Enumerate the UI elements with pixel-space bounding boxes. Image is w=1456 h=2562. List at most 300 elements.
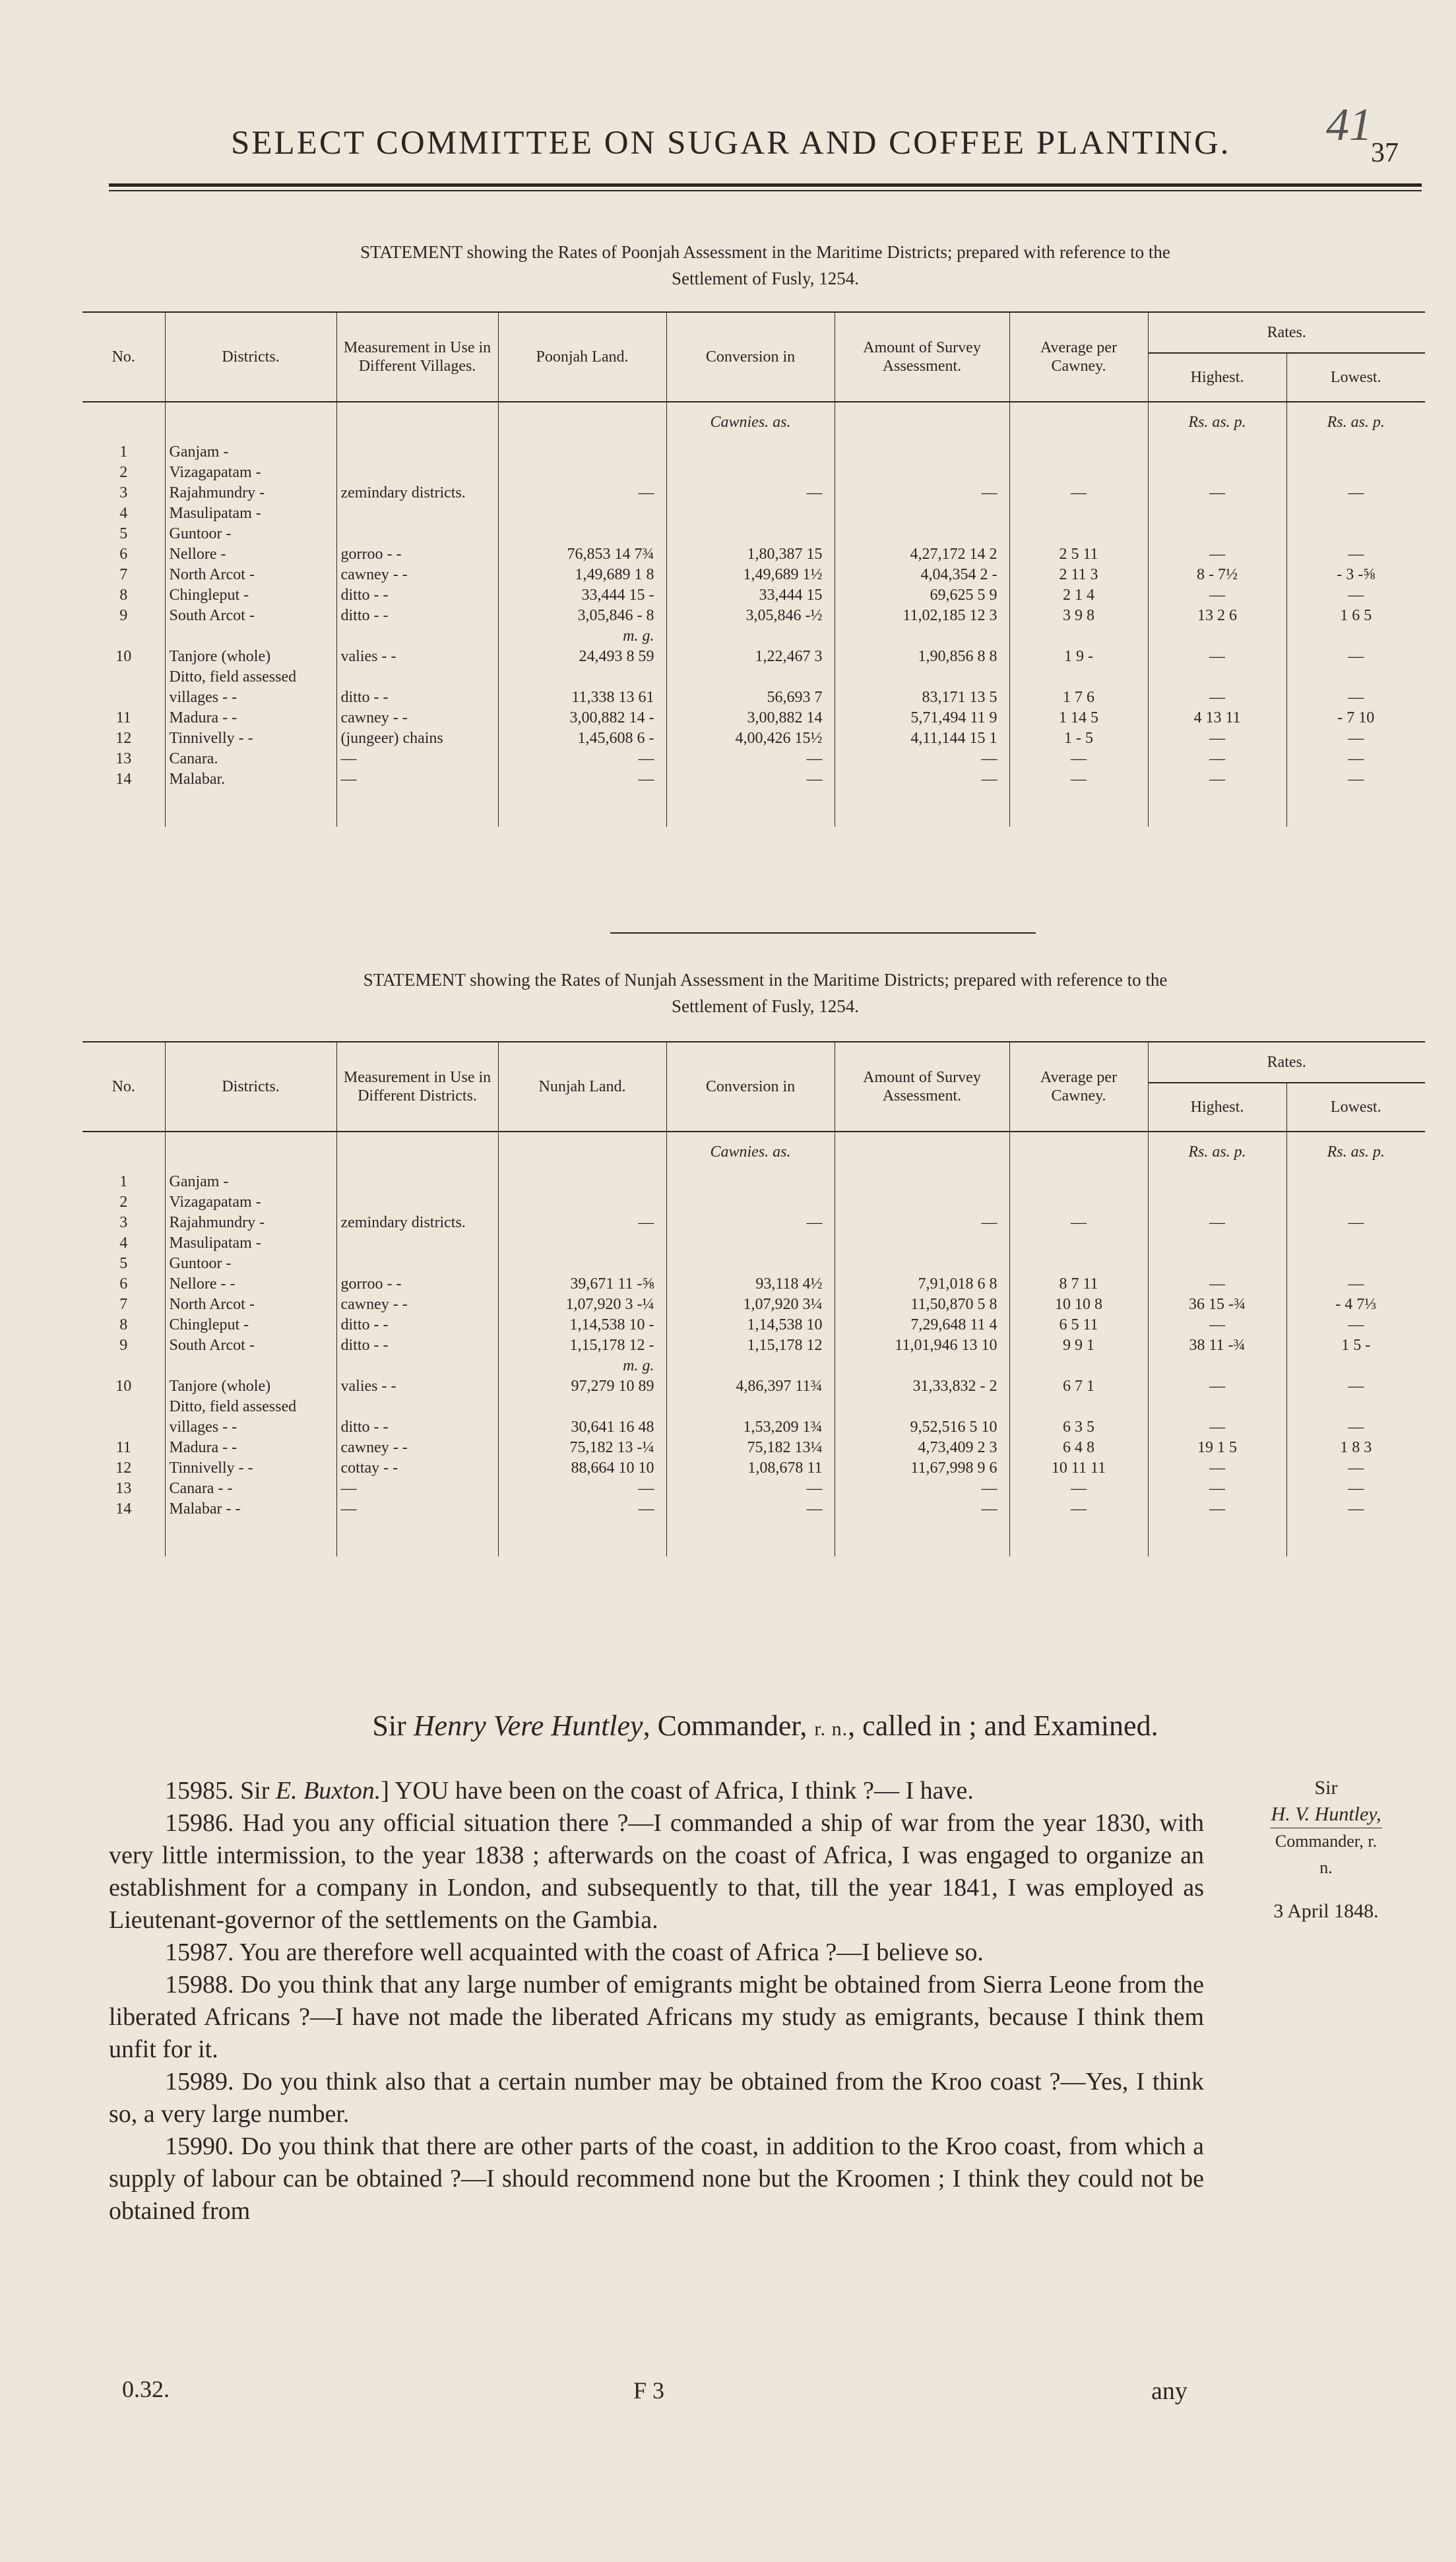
district-name: Vizagapatam - — [165, 463, 336, 483]
survey-assessment: — — [835, 769, 1009, 790]
survey-assessment: 4,73,409 2 3 — [835, 1438, 1009, 1458]
rate-lowest — [1286, 667, 1425, 688]
survey-assessment: 83,171 13 5 — [835, 688, 1009, 708]
land-area: 88,664 10 10 — [498, 1458, 666, 1479]
col-header-lowest: Lowest. — [1286, 1083, 1425, 1132]
rate-highest: — — [1148, 1274, 1286, 1295]
average-per-cawney: — — [1009, 1499, 1148, 1520]
survey-assessment — [835, 1356, 1009, 1376]
page-number: 37 — [1371, 138, 1399, 168]
conversion-value: 3,05,846 -½ — [666, 606, 835, 626]
survey-assessment: — — [835, 1499, 1009, 1520]
survey-assessment — [835, 626, 1009, 647]
conversion-value: 1,49,689 1½ — [666, 565, 835, 585]
survey-assessment — [835, 1192, 1009, 1213]
measurement-unit: valies - - — [336, 647, 498, 667]
question-text: Do you think that any large number of emigrants might be obtained from Sierra Leone from the liberated Africans ?—I have not made the liberated Africans my study as emigrants, because I think them unfit for it. — [109, 1971, 1204, 2063]
survey-assessment: 69,625 5 9 — [835, 585, 1009, 606]
survey-assessment: — — [835, 749, 1009, 769]
table-row — [82, 1438, 1425, 1458]
rate-lowest: — — [1286, 1458, 1425, 1479]
measurement-unit: ditto - - — [336, 1335, 498, 1356]
measurement-unit — [336, 463, 498, 483]
table-row — [82, 1315, 1425, 1335]
district-name: Tanjore (whole) — [165, 1376, 336, 1397]
rate-lowest — [1286, 524, 1425, 544]
average-per-cawney — [1009, 667, 1148, 688]
col-header-districts: Districts. — [165, 1042, 336, 1132]
land-area: 30,641 16 48 — [498, 1417, 666, 1438]
col-header-average: Average per Cawney. — [1009, 312, 1148, 402]
table-row — [82, 769, 1425, 790]
table1-caption-line2: Settlement of Fusly, 1254. — [672, 269, 859, 288]
rate-highest: — — [1148, 544, 1286, 565]
footer-catchword: any — [1151, 2377, 1187, 2405]
units-highest: Rs. as. p. — [1148, 1132, 1286, 1172]
district-name: villages - - — [165, 688, 336, 708]
land-area: 11,338 13 61 — [498, 688, 666, 708]
average-per-cawney: — — [1009, 749, 1148, 769]
rate-highest: — — [1148, 728, 1286, 749]
table-row — [82, 1417, 1425, 1438]
question-number: 15987. — [165, 1938, 234, 1966]
rate-highest — [1148, 1233, 1286, 1254]
col-header-conversion: Conversion in — [666, 1042, 835, 1132]
row-number — [82, 626, 165, 647]
footer-signature: 0.32. — [122, 2376, 170, 2402]
rate-lowest — [1286, 503, 1425, 524]
rate-highest: — — [1148, 688, 1286, 708]
conversion-value: 1,22,467 3 — [666, 647, 835, 667]
table2-caption-line1: STATEMENT showing the Rates of Nunjah Assessment in the Maritime Districts; prepared with reference to the — [363, 970, 1168, 990]
measurement-unit: cawney - - — [336, 1438, 498, 1458]
average-per-cawney: — — [1009, 769, 1148, 790]
table2-caption-line2: Settlement of Fusly, 1254. — [672, 996, 859, 1016]
units-row — [82, 1132, 1425, 1172]
average-per-cawney — [1009, 626, 1148, 647]
row-number: 8 — [119, 587, 128, 604]
table-footer-spacer — [82, 1520, 1425, 1556]
witness-prefix: Sir — [372, 1710, 406, 1742]
rate-highest: — — [1148, 749, 1286, 769]
district-name: Chingleput - — [165, 585, 336, 606]
rate-highest — [1148, 1254, 1286, 1274]
table-row — [82, 606, 1425, 626]
land-area: — — [498, 483, 666, 503]
table-row — [82, 1254, 1425, 1274]
conversion-value — [666, 524, 835, 544]
average-per-cawney: 2 5 11 — [1009, 544, 1148, 565]
average-per-cawney: 10 11 11 — [1009, 1458, 1148, 1479]
district-name — [165, 626, 336, 647]
survey-assessment: 11,67,998 9 6 — [835, 1458, 1009, 1479]
rate-lowest: - 7 10 — [1286, 708, 1425, 728]
land-area: m. g. — [498, 626, 666, 647]
rate-highest — [1148, 626, 1286, 647]
conversion-value: 56,693 7 — [666, 688, 835, 708]
rate-lowest — [1286, 1356, 1425, 1376]
conversion-value — [666, 463, 835, 483]
col-header-measurement: Measurement in Use in Different Villages. — [336, 312, 498, 402]
survey-assessment — [835, 1233, 1009, 1254]
survey-assessment — [835, 524, 1009, 544]
district-name: Tanjore (whole) — [165, 647, 336, 667]
average-per-cawney: 9 9 1 — [1009, 1335, 1148, 1356]
table1-caption-line1: STATEMENT showing the Rates of Poonjah Assessment in the Maritime Districts; prepared with reference to the — [360, 242, 1170, 262]
rate-highest — [1148, 1356, 1286, 1376]
conversion-value: — — [666, 769, 835, 790]
conversion-value: — — [666, 1213, 835, 1233]
col-header-no: No. — [82, 1042, 165, 1132]
rate-highest: 19 1 5 — [1148, 1438, 1286, 1458]
rate-lowest: — — [1286, 1274, 1425, 1295]
district-name: Vizagapatam - — [165, 1192, 336, 1213]
rate-highest — [1148, 524, 1286, 544]
question-lead: Sir — [234, 1777, 276, 1805]
table-row — [82, 544, 1425, 565]
row-number: 5 — [119, 1255, 128, 1272]
row-number: 7 — [119, 566, 128, 583]
measurement-unit — [336, 1192, 498, 1213]
rate-highest — [1148, 463, 1286, 483]
table-row — [82, 1499, 1425, 1520]
measurement-unit — [336, 524, 498, 544]
question-text: ] YOU have been on the coast of Africa, I think ?— I have. — [381, 1777, 974, 1805]
district-name: Canara - - — [165, 1479, 336, 1499]
rate-highest — [1148, 667, 1286, 688]
average-per-cawney: 1 9 - — [1009, 647, 1148, 667]
page-header-title: SELECT COMMITTEE ON SUGAR AND COFFEE PLANTING. — [231, 125, 1231, 162]
survey-assessment — [835, 1254, 1009, 1274]
question-text: Do you think also that a certain number may be obtained from the Kroo coast ?—Yes, I think so, a very large number. — [109, 2068, 1204, 2128]
rate-lowest: - 4 7⅓ — [1286, 1295, 1425, 1315]
rate-lowest: 1 5 - — [1286, 1335, 1425, 1356]
row-number: 2 — [119, 464, 128, 481]
land-area: 97,279 10 89 — [498, 1376, 666, 1397]
conversion-value: 1,07,920 3¼ — [666, 1295, 835, 1315]
witness-suffix-a: , Commander, — [643, 1710, 807, 1742]
witness-sidenote — [1224, 1775, 1428, 1925]
measurement-unit: — — [336, 1499, 498, 1520]
measurement-unit: valies - - — [336, 1376, 498, 1397]
measurement-unit: gorroo - - — [336, 1274, 498, 1295]
row-number: 10 — [115, 1378, 132, 1395]
land-area — [498, 1254, 666, 1274]
question-text: Had you any official situation there ?—I commanded a ship of war from the year 1830, with very little intermission, to the year 1838 ; afterwards on the coast of Africa, I was engaged to organize an establishment for a company in London, and subsequently to that, till the year 1841, I was employed as Lieutenant-governor of the settlements on the Gambia. — [109, 1809, 1204, 1934]
table-row — [82, 524, 1425, 544]
conversion-value — [666, 1356, 835, 1376]
testimony-paragraph — [109, 1775, 1204, 1807]
survey-assessment — [835, 1397, 1009, 1417]
district-name: Nellore - - — [165, 1274, 336, 1295]
land-area: 1,07,920 3 -¼ — [498, 1295, 666, 1315]
units-lowest: Rs. as. p. — [1286, 1132, 1425, 1172]
measurement-unit — [336, 667, 498, 688]
row-number: 3 — [119, 484, 128, 501]
district-name: Nellore - — [165, 544, 336, 565]
district-name: North Arcot - — [165, 565, 336, 585]
district-name: South Arcot - — [165, 606, 336, 626]
col-header-conversion: Conversion in — [666, 312, 835, 402]
survey-assessment: 11,50,870 5 8 — [835, 1295, 1009, 1315]
land-area — [498, 1192, 666, 1213]
col-header-districts: Districts. — [165, 312, 336, 402]
table-row — [82, 1274, 1425, 1295]
measurement-unit: cawney - - — [336, 565, 498, 585]
row-number: 1 — [119, 443, 128, 461]
units-conversion: Cawnies. as. — [666, 1132, 835, 1172]
conversion-value: 93,118 4½ — [666, 1274, 835, 1295]
district-name: Ditto, field assessed — [165, 1397, 336, 1417]
rate-highest: 13 2 6 — [1148, 606, 1286, 626]
measurement-unit: ditto - - — [336, 1417, 498, 1438]
district-name: Ganjam - — [165, 442, 336, 463]
rate-highest: — — [1148, 1458, 1286, 1479]
average-per-cawney — [1009, 1172, 1148, 1192]
district-name: Masulipatam - — [165, 503, 336, 524]
sidenote-line1: Sir — [1314, 1777, 1338, 1799]
land-area: — — [498, 1213, 666, 1233]
measurement-unit: — — [336, 1479, 498, 1499]
land-area: 39,671 11 -⅝ — [498, 1274, 666, 1295]
average-per-cawney — [1009, 1397, 1148, 1417]
district-name: Guntoor - — [165, 524, 336, 544]
col-header-rates: Rates. — [1148, 312, 1425, 353]
land-area: 1,49,689 1 8 — [498, 565, 666, 585]
testimony-paragraph — [109, 2130, 1204, 2227]
col-header-average: Average per Cawney. — [1009, 1042, 1148, 1132]
question-number: 15990. — [165, 2132, 234, 2160]
row-number: 13 — [115, 750, 132, 767]
row-number: 4 — [119, 505, 128, 522]
table-row — [82, 463, 1425, 483]
land-area: 24,493 8 59 — [498, 647, 666, 667]
average-per-cawney — [1009, 524, 1148, 544]
land-area — [498, 524, 666, 544]
sidenote-line2: H. V. Huntley, — [1271, 1803, 1381, 1825]
witness-heading — [109, 1709, 1422, 1743]
district-name: Ganjam - — [165, 1172, 336, 1192]
question-number: 15986. — [165, 1809, 234, 1837]
measurement-unit — [336, 503, 498, 524]
conversion-value: 1,08,678 11 — [666, 1458, 835, 1479]
row-number: 12 — [115, 730, 132, 747]
sidenote-date: 3 April 1848. — [1273, 1900, 1379, 1922]
testimony-paragraph — [109, 1969, 1204, 2066]
table-row — [82, 503, 1425, 524]
table2-caption — [109, 967, 1422, 1019]
col-header-highest: Highest. — [1148, 353, 1286, 402]
rate-lowest: — — [1286, 749, 1425, 769]
conversion-value — [666, 1172, 835, 1192]
testimony-paragraph — [109, 2066, 1204, 2130]
rate-highest: 8 - 7½ — [1148, 565, 1286, 585]
district-name: Guntoor - — [165, 1254, 336, 1274]
measurement-unit: ditto - - — [336, 585, 498, 606]
sidenote-line3: Commander, r. n. — [1270, 1828, 1382, 1881]
table-row — [82, 728, 1425, 749]
col-header-rates: Rates. — [1148, 1042, 1425, 1083]
table-row — [82, 1335, 1425, 1356]
table-row — [82, 585, 1425, 606]
conversion-value — [666, 503, 835, 524]
table-row — [82, 1479, 1425, 1499]
survey-assessment: 11,02,185 12 3 — [835, 606, 1009, 626]
conversion-value: — — [666, 483, 835, 503]
average-per-cawney: 1 7 6 — [1009, 688, 1148, 708]
average-per-cawney: 8 7 11 — [1009, 1274, 1148, 1295]
table-row — [82, 1376, 1425, 1397]
rate-highest: — — [1148, 1315, 1286, 1335]
survey-assessment — [835, 1172, 1009, 1192]
col-header-land: Poonjah Land. — [498, 312, 666, 402]
row-number: 8 — [119, 1316, 128, 1333]
land-area: 33,444 15 - — [498, 585, 666, 606]
row-number: 6 — [119, 546, 128, 563]
district-name: Madura - - — [165, 1438, 336, 1458]
average-per-cawney: 6 3 5 — [1009, 1417, 1148, 1438]
question-text: You are therefore well acquainted with the coast of Africa ?—I believe so. — [234, 1938, 984, 1966]
measurement-unit: zemindary districts. — [336, 1213, 498, 1233]
average-per-cawney: 1 14 5 — [1009, 708, 1148, 728]
rate-lowest: - 3 -⅝ — [1286, 565, 1425, 585]
units-conversion: Cawnies. as. — [666, 402, 835, 442]
row-number: 9 — [119, 1337, 128, 1354]
measurement-unit: (jungeer) chains — [336, 728, 498, 749]
conversion-value: — — [666, 1499, 835, 1520]
row-number: 11 — [115, 1439, 131, 1456]
row-number — [82, 688, 165, 708]
measurement-unit: gorroo - - — [336, 544, 498, 565]
measurement-unit — [336, 1356, 498, 1376]
table-footer-spacer — [82, 790, 1425, 827]
table-row — [82, 1233, 1425, 1254]
question-number: 15988. — [165, 1971, 234, 1999]
table-row — [82, 1295, 1425, 1315]
table-row — [82, 688, 1425, 708]
land-area — [498, 667, 666, 688]
rate-lowest: — — [1286, 769, 1425, 790]
average-per-cawney: 2 1 4 — [1009, 585, 1148, 606]
rate-highest: — — [1148, 1376, 1286, 1397]
rate-lowest: 1 6 5 — [1286, 606, 1425, 626]
land-area: — — [498, 749, 666, 769]
rate-lowest — [1286, 1233, 1425, 1254]
rate-highest: — — [1148, 769, 1286, 790]
conversion-value: 3,00,882 14 — [666, 708, 835, 728]
survey-assessment — [835, 503, 1009, 524]
conversion-value: 1,15,178 12 — [666, 1335, 835, 1356]
col-header-no: No. — [82, 312, 165, 402]
row-number: 3 — [119, 1214, 128, 1231]
conversion-value: 4,00,426 15½ — [666, 728, 835, 749]
poonjah-rates-table — [82, 311, 1425, 827]
row-number: 11 — [115, 709, 131, 726]
conversion-value: — — [666, 749, 835, 769]
rate-lowest: — — [1286, 647, 1425, 667]
rate-highest: — — [1148, 1417, 1286, 1438]
average-per-cawney — [1009, 1254, 1148, 1274]
land-area — [498, 463, 666, 483]
survey-assessment: 4,11,144 15 1 — [835, 728, 1009, 749]
land-area: — — [498, 1499, 666, 1520]
average-per-cawney: — — [1009, 1479, 1148, 1499]
table-row — [82, 1397, 1425, 1417]
conversion-value — [666, 1192, 835, 1213]
row-number: 5 — [119, 525, 128, 542]
survey-assessment: — — [835, 1479, 1009, 1499]
district-name: Malabar. — [165, 769, 336, 790]
average-per-cawney: 1 - 5 — [1009, 728, 1148, 749]
average-per-cawney: — — [1009, 483, 1148, 503]
table-row — [82, 749, 1425, 769]
measurement-unit — [336, 1397, 498, 1417]
land-area: — — [498, 769, 666, 790]
measurement-unit — [336, 1172, 498, 1192]
measurement-unit: cawney - - — [336, 1295, 498, 1315]
measurement-unit: cawney - - — [336, 708, 498, 728]
row-number — [82, 1417, 165, 1438]
rate-highest — [1148, 442, 1286, 463]
rate-lowest: — — [1286, 585, 1425, 606]
district-name: Malabar - - — [165, 1499, 336, 1520]
conversion-value — [666, 1397, 835, 1417]
units-lowest: Rs. as. p. — [1286, 402, 1425, 442]
rate-highest — [1148, 503, 1286, 524]
land-area — [498, 1172, 666, 1192]
rate-highest: 36 15 -¾ — [1148, 1295, 1286, 1315]
survey-assessment: 11,01,946 13 10 — [835, 1335, 1009, 1356]
land-area: 76,853 14 7¾ — [498, 544, 666, 565]
district-name: North Arcot - — [165, 1295, 336, 1315]
rate-lowest: — — [1286, 544, 1425, 565]
witness-name: Henry Vere Huntley — [413, 1710, 643, 1742]
rate-lowest: — — [1286, 1417, 1425, 1438]
district-name: Tinnivelly - - — [165, 728, 336, 749]
average-per-cawney: 10 10 8 — [1009, 1295, 1148, 1315]
row-number: 12 — [115, 1459, 132, 1477]
row-number — [82, 1356, 165, 1376]
testimony-paragraph — [109, 1937, 1204, 1969]
col-header-land: Nunjah Land. — [498, 1042, 666, 1132]
survey-assessment: 4,04,354 2 - — [835, 565, 1009, 585]
district-name: villages - - — [165, 1417, 336, 1438]
row-number: 14 — [115, 771, 132, 788]
handwritten-page-annotation: 41 — [1326, 100, 1372, 150]
conversion-value — [666, 667, 835, 688]
survey-assessment: 1,90,856 8 8 — [835, 647, 1009, 667]
average-per-cawney — [1009, 1192, 1148, 1213]
table-row — [82, 565, 1425, 585]
land-area — [498, 1397, 666, 1417]
rate-lowest: — — [1286, 1376, 1425, 1397]
survey-assessment: — — [835, 1213, 1009, 1233]
measurement-unit: ditto - - — [336, 688, 498, 708]
row-number: 14 — [115, 1500, 132, 1518]
district-name: Masulipatam - — [165, 1233, 336, 1254]
testimony-paragraph — [109, 1807, 1204, 1937]
testimony-body — [109, 1775, 1204, 2227]
rate-highest: — — [1148, 1213, 1286, 1233]
conversion-value — [666, 626, 835, 647]
table-row — [82, 1172, 1425, 1192]
district-name: Rajahmundry - — [165, 483, 336, 503]
row-number — [82, 1397, 165, 1417]
rate-lowest: — — [1286, 483, 1425, 503]
district-name: Ditto, field assessed — [165, 667, 336, 688]
table-row — [82, 667, 1425, 688]
measurement-unit — [336, 626, 498, 647]
